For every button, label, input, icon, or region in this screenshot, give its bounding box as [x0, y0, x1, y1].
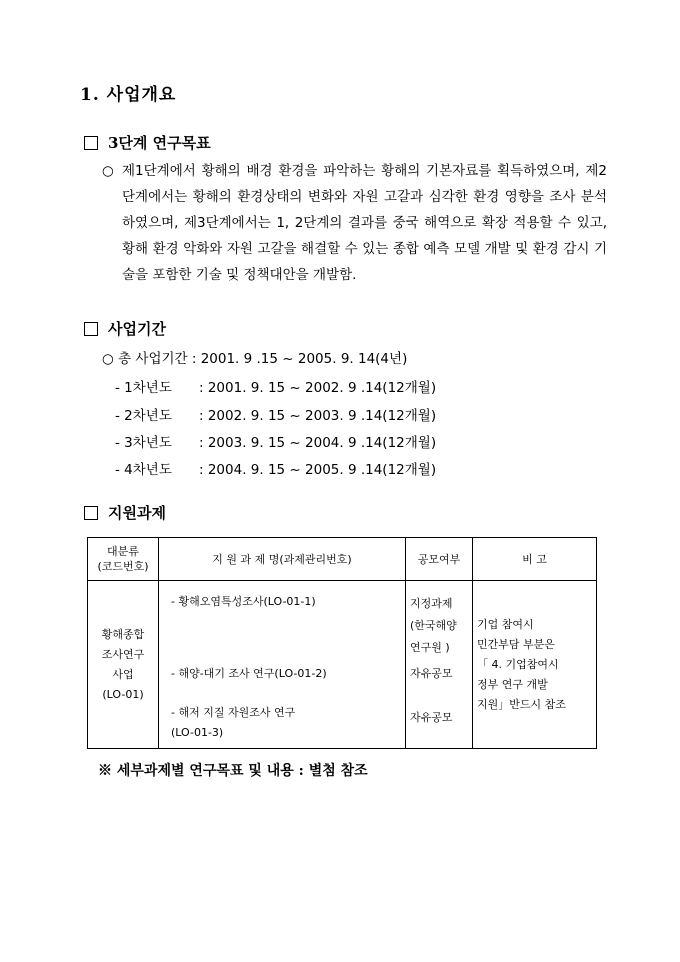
section-period-label: 사업기간 — [108, 320, 166, 338]
header-remark: 비 고 — [473, 538, 597, 581]
task-type-2: 자유공모 — [410, 667, 453, 680]
task-type-1: 지정과제 (한국해양 연구원 ) — [410, 597, 457, 654]
header-category: 대분류 (코드번호) — [88, 538, 159, 581]
section-tasks-label: 지원과제 — [108, 504, 166, 522]
task-name-1: - 황해오염특성조사(LO-01-1) — [171, 595, 316, 608]
task-name-3: - 해저 지질 자원조사 연구 (LO-01-3) — [171, 706, 296, 739]
section-goal-label: 3단계 연구목표 — [108, 134, 211, 152]
year-label: - 2차년도 — [115, 408, 172, 424]
section-tasks-title — [84, 502, 166, 523]
table-header-row — [88, 538, 597, 581]
task-names-cell — [159, 581, 406, 749]
period-year-1 — [115, 376, 436, 396]
period-total: ○ 총 사업기간 : 2001. 9 .15 ~ 2005. 9. 14(4년) — [102, 351, 408, 367]
period-year-3 — [115, 431, 436, 451]
bullet-icon: ○ — [102, 163, 114, 179]
checkbox-icon — [84, 322, 98, 336]
task-name-2: - 해양-대기 조사 연구(LO-01-2) — [171, 667, 327, 680]
year-label: - 4차년도 — [115, 462, 172, 478]
goal-text: 제1단계에서 황해의 배경 환경을 파악하는 황해의 기본자료를 획득하였으며, 제2단계에서는 황해의 환경상태의 변화와 자원 고갈과 심각한 환경 영향을 조사 분석하였으며, 제3단계에서는 1, 2단계의 결과를 중국 해역으로 확장 적용할 수 있고, 황해 환경 악화와 자원 고갈을 해결할 수 있는 종합 예측 모델 개발 및 환경 감시 기술을 포함한 기술 및 정책대안을 개발함. — [122, 163, 607, 283]
year-range: : 2002. 9. 15 ~ 2003. 9 .14(12개월) — [199, 408, 437, 424]
period-year-2 — [115, 404, 436, 424]
reference-note: ※ 세부과제별 연구목표 및 내용 : 별첨 참조 — [98, 763, 368, 779]
checkbox-icon — [84, 136, 98, 150]
header-application-type: 공모여부 — [406, 538, 473, 581]
header-task-name: 지 원 과 제 명(과제관리번호) — [159, 538, 406, 581]
period-year-4 — [115, 458, 436, 478]
year-label: - 3차년도 — [115, 435, 172, 451]
year-range: : 2003. 9. 15 ~ 2004. 9 .14(12개월) — [199, 435, 437, 451]
task-type-3: 자유공모 — [410, 711, 453, 724]
category-cell: 황해종합 조사연구 사업 (LO-01) — [88, 581, 159, 749]
section-goal-title — [84, 132, 211, 153]
section-period-title — [84, 318, 166, 339]
tasks-table — [87, 537, 597, 749]
goal-paragraph — [102, 158, 607, 288]
table-row — [88, 581, 597, 749]
year-range: : 2001. 9. 15 ~ 2002. 9 .14(12개월) — [199, 380, 437, 396]
task-types-cell — [406, 581, 473, 749]
remark-cell: 기업 참여시 민간부담 부분은 「 4. 기업참여시 정부 연구 개발 지원」반드시 참조 — [473, 581, 597, 749]
page-heading: 1. 사업개요 — [80, 85, 177, 105]
year-range: : 2004. 9. 15 ~ 2005. 9 .14(12개월) — [199, 462, 437, 478]
checkbox-icon — [84, 506, 98, 520]
year-label: - 1차년도 — [115, 380, 172, 396]
